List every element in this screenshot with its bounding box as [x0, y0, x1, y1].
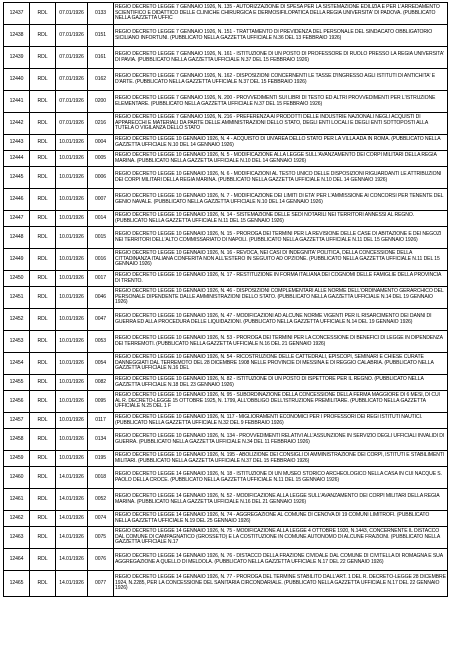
- table-row: [4, 287, 448, 309]
- table-row: [4, 511, 448, 527]
- act-number: 0014: [88, 211, 114, 227]
- act-description: REGIO DECRETO LEGGE 10 GENNAIO 1926, N. 117 - MIGLIORAMENTI ECONOMICI PER I PROFESSORI DEI REGI ISTITUTI NAUTICI. (PUBBLICATO NELLA GAZZETTA UFFICIALE N.32 DEL 9 FEBBRAIO 1926): [114, 413, 448, 429]
- act-number: 0095: [88, 391, 114, 413]
- act-number: 0082: [88, 375, 114, 391]
- act-number: 0162: [88, 69, 114, 91]
- record-number: 12450: [4, 271, 30, 287]
- act-date: 07.01/1926: [56, 69, 88, 91]
- table-row: [4, 211, 448, 227]
- act-description: REGIO DECRETO LEGGE 10 GENNAIO 1926, N. 17 - RESTITUZIONE IN FORMA ITALIANA DEI COGNOMI DELLE FAMIGLIE DELLA PROVINCIA DI TRENTO.: [114, 271, 448, 287]
- act-date: 07.01/1926: [56, 91, 88, 113]
- act-type: RDL: [30, 391, 56, 413]
- record-number: 12459: [4, 451, 30, 467]
- act-date: 10.01/1926: [56, 211, 88, 227]
- act-description: REGIO DECRETO LEGGE 7 GENNAIO 1926, N. 200 - PROVVEDIMENTI SUI LIBRI DI TESTO ED ALTRI PROVVEDIMENTI PER L'ISTRUZIONE ELEMENTARE. (PUBBLICATO NELLA GAZZETTA UFFICIALE N.37 DEL 15 FEBBRAIO 1926): [114, 91, 448, 113]
- act-date: 07.01/1926: [56, 47, 88, 69]
- act-date: 07.01/1926: [56, 3, 88, 25]
- act-date: 10.01/1926: [56, 167, 88, 189]
- table-row: [4, 3, 448, 25]
- record-number: 12438: [4, 25, 30, 47]
- act-type: RDL: [30, 467, 56, 489]
- act-type: RDL: [30, 451, 56, 467]
- act-type: RDL: [30, 413, 56, 429]
- table-row: [4, 47, 448, 69]
- act-type: RDL: [30, 511, 56, 527]
- record-number: 12444: [4, 151, 30, 167]
- table-row: [4, 391, 448, 413]
- act-type: RDL: [30, 353, 56, 375]
- act-number: 0117: [88, 413, 114, 429]
- table-row: [4, 271, 448, 287]
- table-row: [4, 189, 448, 211]
- act-description: REGIO DECRETO LEGGE 7 GENNAIO 1926, N. 135 - AUTORIZZAZIONE DI SPESA PER LA SISTEMAZIONE EDILIZIA E PER L'ARREDAMENTO SCIENTIFICO E DIDATTICO DELLE CLINICHE CHIRURGICA E DERMOSIFILOPATICA DELLA REGIA UNIVERSITA' DI PADOVA. (PUBBLICATO NELLA GAZZETTA UFFIC: [114, 3, 448, 25]
- act-type: RDL: [30, 69, 56, 91]
- act-date: 10.01/1926: [56, 451, 88, 467]
- act-number: 0047: [88, 309, 114, 331]
- act-date: 10.01/1926: [56, 151, 88, 167]
- record-number: 12462: [4, 511, 30, 527]
- record-number: 12449: [4, 249, 30, 271]
- act-date: 14.01/1926: [56, 549, 88, 571]
- act-date: 14.01/1926: [56, 489, 88, 511]
- table-row: [4, 527, 448, 549]
- act-date: 10.01/1926: [56, 331, 88, 353]
- table-row: [4, 25, 448, 47]
- record-number: 12442: [4, 113, 30, 135]
- act-type: RDL: [30, 151, 56, 167]
- act-description: REGIO DECRETO LEGGE 14 GENNAIO 1926, N. 77 - PROROGA DEL TERMINE STABILITO DALL'ART. 1 DEL R. DECRETO-LEGGE 28 DICEMBRE 1924, N.2285, PER LA CONCESSIONE DEL SANITARIA CIRCONDARIALE. (PUBBLICATO NELLA GAZZETTA UFFICIALE N.17 DEL 22 GENNAIO 1926): [114, 571, 448, 597]
- record-number: 12445: [4, 167, 30, 189]
- record-number: 12443: [4, 135, 30, 151]
- act-date: 10.01/1926: [56, 353, 88, 375]
- record-number: 12437: [4, 3, 30, 25]
- act-type: RDL: [30, 167, 56, 189]
- act-type: RDL: [30, 287, 56, 309]
- act-type: RDL: [30, 375, 56, 391]
- record-number: 12457: [4, 413, 30, 429]
- act-description: REGIO DECRETO LEGGE 7 GENNAIO 1926, N. 216 - PREFERENZA AI PRODOTTI DELLE INDUSTRIE NAZIONALI NEGLI ACQUISTI DI APPARECCHI E MATERIALI DA PARTE DELLE AMMINISTRAZIONI DELLO STATO, DEGLI ENTI LOCALI E DEGLI ENTI SOTTOPOSTI ALLA TUTELA O VIGILANZA DELLO STATO: [114, 113, 448, 135]
- act-description: REGIO DECRETO LEGGE 10 GENNAIO 1926, N. 134 - PROVVEDIMENTI RELATIVI ALL'ASSUNZIONE IN SERVIZIO DEGLI UFFICIALI INVALIDI DI GUERRA. (PUBBLICATO NELLA GAZZETTA UFFICIALE N.34 DEL 11 FEBBRAIO 1926): [114, 429, 448, 451]
- table-row: [4, 331, 448, 353]
- act-description: REGIO DECRETO LEGGE 10 GENNAIO 1926, N. 82 - ISTITUZIONE DI UN POSTO DI ISPETTORE PER IL REGNO. (PUBBLICATO NELLA GAZZETTA UFFICIALE N.18 DEL 23 GENNAIO 1926): [114, 375, 448, 391]
- act-type: RDL: [30, 3, 56, 25]
- record-number: 12448: [4, 227, 30, 249]
- act-description: REGIO DECRETO LEGGE 7 GENNAIO 1926, N. 161 - ISTITUZIONE DI UN POSTO DI PROFESSORE DI RUOLO PRESSO LA REGIA UNIVERSITA' DI PAVIA. (PUBBLICATO NELLA GAZZETTA UFFICIALE N.37 DEL 15 FEBBRAIO 1926): [114, 47, 448, 69]
- table-row: [4, 91, 448, 113]
- table-row: [4, 571, 448, 597]
- act-type: RDL: [30, 249, 56, 271]
- act-description: REGIO DECRETO LEGGE 10 GENNAIO 1926, N. 7 - MODIFICAZIONE DEI LIMITI DI ETA' PER L'AMMISSIONE AI CONCORSI PER TENENTE DEL GENIO NAVALE. (PUBBLICATO NELLA GAZZETTA UFFICIALE N.10 DEL 14 GENNAIO 1926): [114, 189, 448, 211]
- record-number: 12455: [4, 375, 30, 391]
- table-row: [4, 413, 448, 429]
- act-description: REGIO DECRETO LEGGE 10 GENNAIO 1926, N. 95 - SUBORDINAZIONE DELLA CONCESSIONE DELLA FERMA MAGGIORE DI 6 MESI, DI CUI AL R. DECRETO-LEGGE 15 OTTOBRE 1925, N. 1799, ALL'OBBLIGO DELL'ISTRUZIONE PREMILITARE. (PUBBLICATO NELLA GAZZETTA UFFICIALE N.25 DEL 1 F: [114, 391, 448, 413]
- act-description: REGIO DECRETO LEGGE 10 GENNAIO 1926, N. 4 - ACQUISTO DI UN'AREA DELLO STATO PER LA VILLA ADA IN ROMA. (PUBBLICATO NELLA GAZZETTA UFFICIALE N.10 DEL 14 GENNAIO 1926): [114, 135, 448, 151]
- act-number: 0053: [88, 331, 114, 353]
- act-description: REGIO DECRETO LEGGE 10 GENNAIO 1926, N. 16 - REVOCA, NEI CASI DI INDEGNITA' POLITICA, DELLA CONCESSIONE DELLA CITTADINANZA ITALIANA CONFERITA NON ALL'ESTERO IN SEGUITO AD OPZIONE. (PUBBLICATO NELLA GAZZETTA UFFICIALE N.11 DEL 15 GENNAIO 1926): [114, 249, 448, 271]
- act-type: RDL: [30, 47, 56, 69]
- act-type: RDL: [30, 227, 56, 249]
- record-number: 12441: [4, 91, 30, 113]
- act-description: REGIO DECRETO LEGGE 10 GENNAIO 1926, N. 47 - MODIFICAZIONI AD ALCUNE NORME VIGENTI PER IL RISARCIMENTO DEI DANNI DI GUERRA ED ALLA PROCEDURA DELLE LIQUIDAZIONI. (PUBBLICATO NELLA GAZZETTA UFFICIALE N.14 DEL 19 GENNAIO 1926): [114, 309, 448, 331]
- decree-register-body: [4, 3, 448, 597]
- table-row: [4, 467, 448, 489]
- act-date: 10.01/1926: [56, 189, 88, 211]
- act-number: 0216: [88, 113, 114, 135]
- act-type: RDL: [30, 429, 56, 451]
- act-type: RDL: [30, 113, 56, 135]
- record-number: 12458: [4, 429, 30, 451]
- act-number: 0195: [88, 451, 114, 467]
- act-date: 10.01/1926: [56, 309, 88, 331]
- act-date: 07.01/1926: [56, 113, 88, 135]
- act-number: 0052: [88, 489, 114, 511]
- record-number: 12464: [4, 549, 30, 571]
- record-number: 12460: [4, 467, 30, 489]
- act-type: RDL: [30, 135, 56, 151]
- act-date: 07.01/1926: [56, 25, 88, 47]
- act-number: 0054: [88, 353, 114, 375]
- record-number: 12440: [4, 69, 30, 91]
- table-row: [4, 309, 448, 331]
- act-type: RDL: [30, 571, 56, 597]
- act-number: 0015: [88, 227, 114, 249]
- act-date: 14.01/1926: [56, 467, 88, 489]
- act-number: 0077: [88, 571, 114, 597]
- table-row: [4, 69, 448, 91]
- act-date: 10.01/1926: [56, 391, 88, 413]
- act-description: REGIO DECRETO LEGGE 10 GENNAIO 1926, N. 15 - PROROGA DEI TERMINI PER LA REVISIONE DELLE CASE DI ABITAZIONE E DEI NEGOZI NEI TERRITORI DELL'ALTO COMMISSARIATO DI NAPOLI. (PUBBLICATO NELLA GAZZETTA UFFICIALE N.11 DEL 15 GENNAIO 1926): [114, 227, 448, 249]
- act-date: 14.01/1926: [56, 511, 88, 527]
- act-number: 0018: [88, 467, 114, 489]
- act-number: 0046: [88, 287, 114, 309]
- act-description: REGIO DECRETO LEGGE 14 GENNAIO 1926, N. 18 - ISTITUZIONE DI UN MUSEO STORICO ARCHEOLOGICO NELLA CASA IN CUI NACQUE S. PAOLO DELLA CROCE. (PUBBLICATO NELLA GAZZETTA UFFICIALE N.11 DEL 15 GENNAIO 1926): [114, 467, 448, 489]
- table-row: [4, 489, 448, 511]
- act-number: 0161: [88, 47, 114, 69]
- record-number: 12463: [4, 527, 30, 549]
- act-description: REGIO DECRETO LEGGE 7 GENNAIO 1926, N. 151 - TRATTAMENTO DI PREVIDENZA DEL PERSONALE DEL SINDACATO OBBLIGATORIO SICILIANO INFORTUNI. (PUBBLICATO NELLA GAZZETTA UFFICIALE N.36 DEL 13 FEBBRAIO 1926): [114, 25, 448, 47]
- act-number: 0007: [88, 189, 114, 211]
- act-description: REGIO DECRETO LEGGE 14 GENNAIO 1926, N. 75 - MODIFICAZIONE ALLA LEGGE 4 OTTOBRE 1920, N.1443, CONCERNENTE IL DISTACCO DAL COMUNE DI CAMPAGNATICO (GROSSETO) E LA COSTITUZIONE IN COMUNE AUTONOMO DI ALCUNE FRAZIONI. (PUBBLICATO NELLA GAZZETTA UFFICIALE N.17: [114, 527, 448, 549]
- act-number: 0017: [88, 271, 114, 287]
- act-description: REGIO DECRETO LEGGE 10 GENNAIO 1926, N. 54 - RICOSTRUZIONE DELLE CATTEDRALI, EPISCOPI, SEMINARI E CHIESE CURATE DANNEGGIATI DAL TERREMOTO DEL 28 DICEMBRE 1908 NELLE PROVINCIE DI MESSINA E DI REGGIO CALABRIA. (PUBBLICATO NELLA GAZZETTA UFFICIALE N.16 DEL: [114, 353, 448, 375]
- table-row: [4, 353, 448, 375]
- act-type: RDL: [30, 527, 56, 549]
- table-row: [4, 549, 448, 571]
- act-number: 0016: [88, 249, 114, 271]
- act-description: REGIO DECRETO LEGGE 10 GENNAIO 1926, N. 14 - SISTEMAZIONE DELLE SEDI NOTARILI NEI TERRITORI ANNESSI AL REGNO. (PUBBLICATO NELLA GAZZETTA UFFICIALE N.11 DEL 15 GENNAIO 1926): [114, 211, 448, 227]
- act-date: 10.01/1926: [56, 249, 88, 271]
- table-row: [4, 227, 448, 249]
- act-number: 0076: [88, 549, 114, 571]
- act-date: 10.01/1926: [56, 287, 88, 309]
- act-date: 10.01/1926: [56, 227, 88, 249]
- table-row: [4, 451, 448, 467]
- act-type: RDL: [30, 489, 56, 511]
- act-type: RDL: [30, 331, 56, 353]
- table-row: [4, 167, 448, 189]
- act-number: 0075: [88, 527, 114, 549]
- act-number: 0133: [88, 3, 114, 25]
- table-row: [4, 113, 448, 135]
- act-description: REGIO DECRETO LEGGE 10 GENNAIO 1926, N. 6 - MODIFICAZIONI AL TESTO UNICO DELLE DISPOSIZIONI RIGUARDANTI LE ATTRIBUZIONI DEI CORPI MILITARI DELLA REGIA MARINA. (PUBBLICATO NELLA GAZZETTA UFFICIALE N.10 DEL 14 GENNAIO 1926): [114, 167, 448, 189]
- act-description: REGIO DECRETO LEGGE 14 GENNAIO 1926, N. 74 - AGGREGAZIONE AL COMUNE DI CENOVA DI 19 COMUNI LIMITROFI. (PUBBLICATO NELLA GAZZETTA UFFICIALE N.19 DEL 25 GENNAIO 1926): [114, 511, 448, 527]
- act-type: RDL: [30, 211, 56, 227]
- act-description: REGIO DECRETO LEGGE 14 GENNAIO 1926, N. 76 - DISTACCO DELLA FRAZIONE CIVIDALE DAL COMUNE DI CIVITELLA DI ROMAGNA E SUA AGGREGAZIONE A QUELLO DI MELDOLA. (PUBBLICATO NELLA GAZZETTA UFFICIALE N.17 DEL 22 GENNAIO 1926): [114, 549, 448, 571]
- decree-register-table: [3, 2, 448, 597]
- act-type: RDL: [30, 271, 56, 287]
- act-date: 10.01/1926: [56, 375, 88, 391]
- record-number: 12451: [4, 287, 30, 309]
- act-type: RDL: [30, 189, 56, 211]
- table-row: [4, 151, 448, 167]
- act-type: RDL: [30, 91, 56, 113]
- act-type: RDL: [30, 25, 56, 47]
- act-date: 10.01/1926: [56, 135, 88, 151]
- act-description: REGIO DECRETO LEGGE 10 GENNAIO 1926, N. 53 - PROROGA DEI TERMINI PER LA CONCESSIONE DI BENEFICI DI LEGGE IN DIPENDENZA DEI TERREMOTI. (PUBBLICATO NELLA GAZZETTA UFFICIALE N.16 DEL 21 GENNAIO 1926): [114, 331, 448, 353]
- act-type: RDL: [30, 549, 56, 571]
- record-number: 12453: [4, 331, 30, 353]
- act-number: 0006: [88, 167, 114, 189]
- record-number: 12439: [4, 47, 30, 69]
- act-description: REGIO DECRETO LEGGE 10 GENNAIO 1926, N. 46 - DISPOSIZIONI COMPLEMENTARI ALLE NORME DELL'ORDINAMENTO GERARCHICO DEL PERSONALE DIPENDENTE DALLE AMMINISTRAZIONI DELLO STATO. (PUBBLICATO NELLA GAZZETTA UFFICIALE N.14 DEL 19 GENNAIO 1926): [114, 287, 448, 309]
- table-row: [4, 135, 448, 151]
- table-row: [4, 249, 448, 271]
- act-number: 0151: [88, 25, 114, 47]
- act-number: 0004: [88, 135, 114, 151]
- table-row: [4, 429, 448, 451]
- act-date: 10.01/1926: [56, 271, 88, 287]
- act-description: REGIO DECRETO LEGGE 10 GENNAIO 1926, N. 195 - ABOLIZIONE DEI CONSIGLI DI AMMINISTRAZIONE DEI CORPI, ISTITUTI E STABILIMENTI MILITARI. (PUBBLICATO NELLA GAZZETTA UFFICIALE N.37 DEL 15 FEBBRAIO 1926): [114, 451, 448, 467]
- act-date: 10.01/1926: [56, 429, 88, 451]
- table-row: [4, 375, 448, 391]
- record-number: 12446: [4, 189, 30, 211]
- record-number: 12454: [4, 353, 30, 375]
- act-date: 10.01/1926: [56, 413, 88, 429]
- act-type: RDL: [30, 309, 56, 331]
- record-number: 12456: [4, 391, 30, 413]
- act-number: 0005: [88, 151, 114, 167]
- act-date: 14.01/1926: [56, 527, 88, 549]
- record-number: 12452: [4, 309, 30, 331]
- act-number: 0074: [88, 511, 114, 527]
- act-description: REGIO DECRETO LEGGE 14 GENNAIO 1926, N. 52 - MODIFICAZIONE ALLA LEGGE SULL'AVANZAMENTO DEI CORPI MILITARI DELLA REGIA MARINA. (PUBBLICATO NELLA GAZZETTA UFFICIALE N.16 DEL 21 GENNAIO 1926): [114, 489, 448, 511]
- act-number: 0134: [88, 429, 114, 451]
- act-date: 14.01/1926: [56, 571, 88, 597]
- act-number: 0200: [88, 91, 114, 113]
- act-description: REGIO DECRETO LEGGE 7 GENNAIO 1926, N. 162 - DISPOSIZIONI CONCERNENTI LE TASSE D'INGRESSO AGLI ISTITUTI DI ANTICHITA' E D'ARTE. (PUBBLICATO NELLA GAZZETTA UFFICIALE N.37 DEL 15 FEBBRAIO 1926): [114, 69, 448, 91]
- record-number: 12465: [4, 571, 30, 597]
- record-number: 12461: [4, 489, 30, 511]
- record-number: 12447: [4, 211, 30, 227]
- act-description: REGIO DECRETO LEGGE 10 GENNAIO 1926, N. 5 - MODIFICAZIONE ALLA LEGGE SULL'AVANZAMENTO DEI CORPI MILITARI DELLA REGIA MARINA. (PUBBLICATO NELLA GAZZETTA UFFICIALE N.10 DEL 14 GENNAIO 1926): [114, 151, 448, 167]
